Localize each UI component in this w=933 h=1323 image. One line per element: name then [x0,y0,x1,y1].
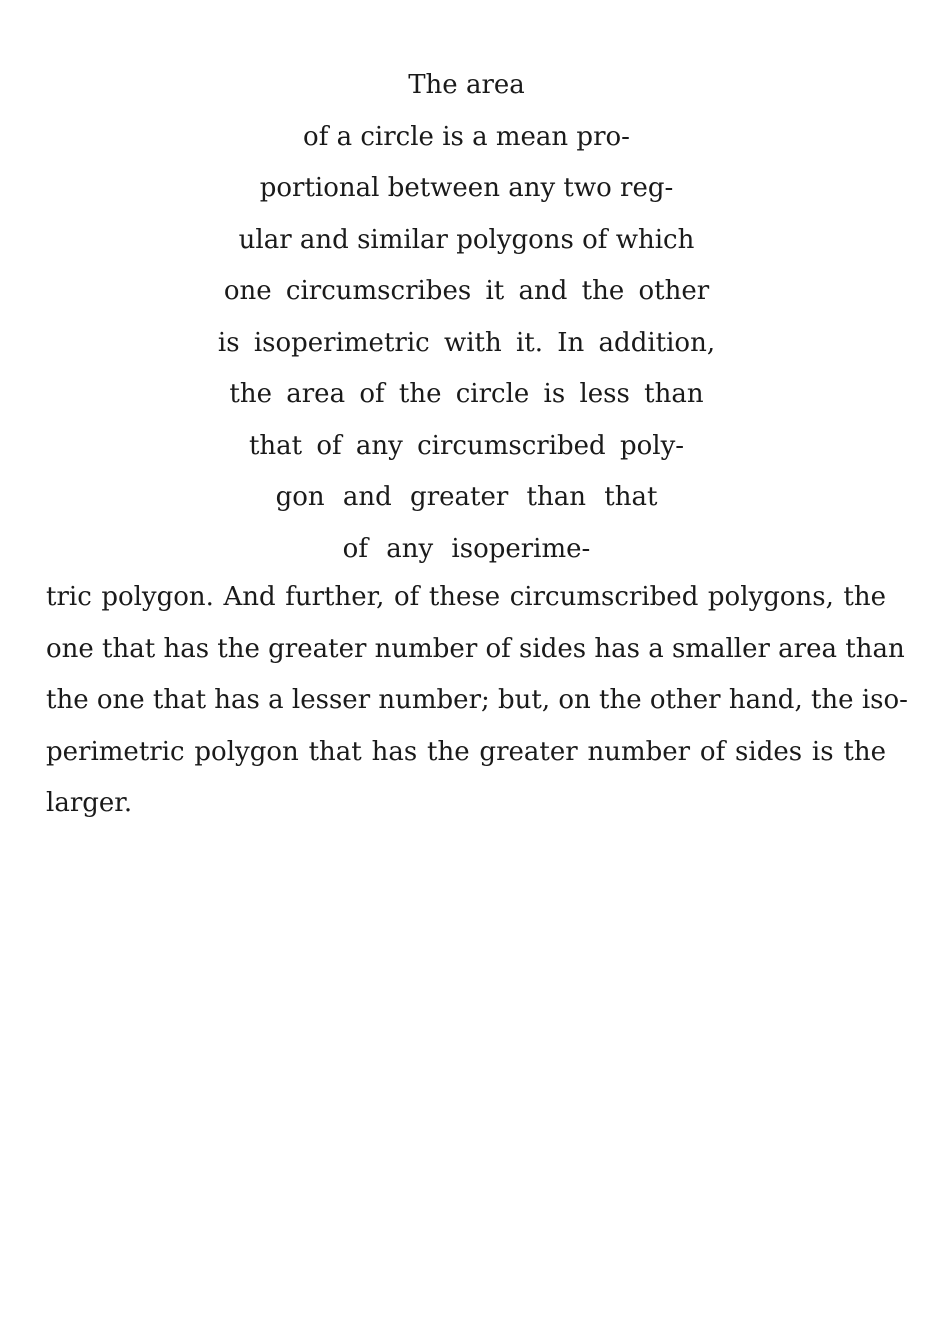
paragraph-line: larger. [46,788,133,818]
paragraph-line: tric polygon. And further, of these circumscribed polygons, the [46,582,886,612]
body-paragraph [46,572,908,830]
shaped-line: of a circle is a mean pro- [303,121,630,152]
shaped-line: one circumscribes it and the other [223,276,710,306]
paragraph-line: perimetric polygon that has the greater number of sides is the [46,736,886,767]
paragraph-line: the one that has a lesser number; but, on the other hand, the iso- [46,685,908,715]
paragraph-line: one that has the greater number of sides has a smaller area than [46,633,905,664]
shaped-line: gon and greater than that [275,482,658,512]
shaped-line: is isoperimetric with it. In addition, [217,327,716,358]
shaped-line: The area [408,70,525,100]
shaped-line: the area of the circle is less than [229,379,704,409]
shaped-line: portional between any two reg- [259,173,674,203]
shaped-line: ular and similar polygons of which [238,224,695,255]
shaped-line: that of any circumscribed poly- [248,430,685,461]
shaped-text-block [0,60,933,575]
shaped-line: of any isoperime- [342,533,591,564]
